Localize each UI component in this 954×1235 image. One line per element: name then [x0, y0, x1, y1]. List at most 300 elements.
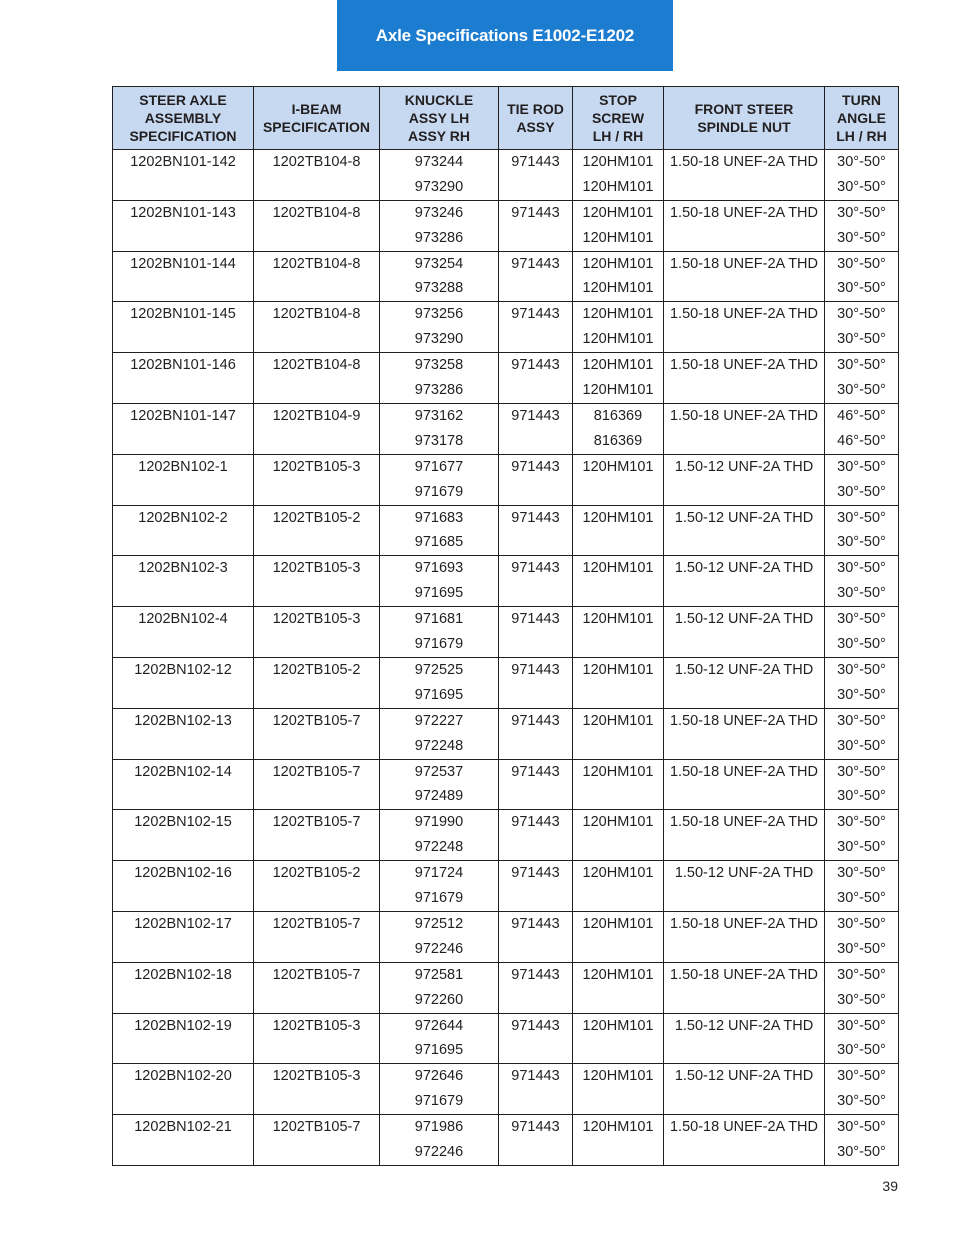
cell-knuckle — [380, 505, 499, 556]
header-line: ASSY RH — [408, 128, 470, 144]
cell-stop-screw — [573, 556, 664, 607]
cell-stop-screw-value: 120HM101 — [582, 229, 654, 246]
cell-knuckle-value: 971695 — [414, 585, 464, 602]
cell-assembly-value: 1202BN102-3 — [138, 560, 228, 577]
cell-ibeam — [254, 962, 380, 1013]
table-row — [113, 810, 899, 861]
cell-spindle-nut-value: 1.50-18 UNEF-2A THD — [669, 814, 818, 831]
cell-ibeam — [254, 1064, 380, 1115]
cell-stop-screw — [573, 962, 664, 1013]
cell-tie-rod — [499, 200, 573, 251]
cell-tie-rod-value: 971443 — [511, 255, 560, 272]
cell-turn-angle-value: 30°-50° — [837, 966, 886, 983]
cell-knuckle-value: 972525 — [414, 661, 464, 678]
cell-knuckle-value: 973290 — [414, 331, 464, 348]
cell-ibeam-value: 1202TB105-3 — [272, 560, 361, 577]
cell-stop-screw — [573, 251, 664, 302]
cell-tie-rod-value: 971443 — [511, 1017, 560, 1034]
cell-stop-screw-value: 120HM101 — [582, 915, 654, 932]
cell-tie-rod-value: 971443 — [511, 966, 560, 983]
cell-turn-angle-value: 30°-50° — [837, 585, 886, 602]
cell-turn-angle-value: 30°-50° — [837, 1119, 886, 1136]
header-line: STEER AXLE — [139, 92, 227, 108]
cell-stop-screw — [573, 1115, 664, 1166]
cell-stop-screw-value: 120HM101 — [582, 357, 654, 374]
table-row — [113, 302, 899, 353]
cell-tie-rod — [499, 454, 573, 505]
cell-knuckle-value: 973258 — [414, 357, 464, 374]
cell-turn-angle — [825, 657, 899, 708]
header-tie-rod — [499, 87, 573, 150]
cell-tie-rod — [499, 1064, 573, 1115]
cell-stop-screw — [573, 911, 664, 962]
cell-knuckle-value: 971677 — [414, 458, 464, 475]
cell-knuckle-value: 973288 — [414, 280, 464, 297]
cell-turn-angle-value: 46°-50° — [837, 407, 886, 424]
cell-tie-rod-value: 971443 — [511, 407, 560, 424]
cell-tie-rod — [499, 607, 573, 658]
cell-turn-angle-value: 46°-50° — [837, 432, 886, 449]
cell-spindle-nut-value: 1.50-12 UNF-2A THD — [674, 560, 814, 577]
cell-ibeam — [254, 911, 380, 962]
header-turn-angle — [825, 87, 899, 150]
cell-tie-rod-value: 971443 — [511, 1119, 560, 1136]
cell-knuckle-value: 972644 — [414, 1017, 464, 1034]
cell-tie-rod-value: 971443 — [511, 814, 560, 831]
cell-ibeam — [254, 708, 380, 759]
cell-assembly-value: 1202BN102-15 — [134, 814, 232, 831]
cell-assembly — [113, 556, 254, 607]
cell-knuckle-value: 972248 — [414, 839, 464, 856]
cell-tie-rod-value: 971443 — [511, 611, 560, 628]
cell-spindle-nut — [664, 251, 825, 302]
cell-assembly — [113, 607, 254, 658]
page-number: 39 — [882, 1178, 898, 1194]
cell-ibeam-value: 1202TB105-2 — [272, 661, 361, 678]
cell-stop-screw — [573, 759, 664, 810]
cell-turn-angle — [825, 1013, 899, 1064]
cell-assembly — [113, 708, 254, 759]
cell-knuckle — [380, 1013, 499, 1064]
cell-stop-screw-value: 120HM101 — [582, 178, 654, 195]
cell-assembly-value: 1202BN102-17 — [134, 915, 232, 932]
cell-ibeam — [254, 251, 380, 302]
table-row — [113, 1064, 899, 1115]
cell-turn-angle-value: 30°-50° — [837, 178, 886, 195]
cell-knuckle-value: 971986 — [414, 1119, 464, 1136]
cell-knuckle-value: 971685 — [414, 534, 464, 551]
cell-assembly — [113, 353, 254, 404]
cell-spindle-nut-value: 1.50-18 UNEF-2A THD — [669, 763, 818, 780]
cell-stop-screw — [573, 607, 664, 658]
cell-spindle-nut — [664, 962, 825, 1013]
header-line: TIE ROD — [507, 101, 564, 117]
cell-stop-screw — [573, 353, 664, 404]
cell-stop-screw — [573, 708, 664, 759]
cell-assembly — [113, 302, 254, 353]
table-row — [113, 353, 899, 404]
cell-assembly-value: 1202BN101-147 — [130, 407, 236, 424]
header-stop-screw — [573, 87, 664, 150]
cell-turn-angle-value: 30°-50° — [837, 611, 886, 628]
cell-tie-rod — [499, 556, 573, 607]
cell-turn-angle — [825, 505, 899, 556]
cell-ibeam-value: 1202TB105-3 — [272, 1068, 361, 1085]
cell-spindle-nut — [664, 454, 825, 505]
header-line: LH / RH — [836, 128, 887, 144]
cell-turn-angle-value: 30°-50° — [837, 534, 886, 551]
cell-knuckle-value: 972248 — [414, 737, 464, 754]
cell-turn-angle-value: 30°-50° — [837, 865, 886, 882]
cell-stop-screw — [573, 403, 664, 454]
cell-turn-angle — [825, 962, 899, 1013]
cell-ibeam — [254, 1115, 380, 1166]
cell-stop-screw-value: 120HM101 — [582, 204, 654, 221]
cell-turn-angle-value: 30°-50° — [837, 788, 886, 805]
cell-ibeam-value: 1202TB105-7 — [272, 915, 361, 932]
cell-turn-angle — [825, 1115, 899, 1166]
cell-assembly — [113, 810, 254, 861]
cell-knuckle-value: 972537 — [414, 763, 464, 780]
cell-turn-angle-value: 30°-50° — [837, 1042, 886, 1059]
cell-knuckle-value: 972227 — [414, 712, 464, 729]
cell-spindle-nut — [664, 810, 825, 861]
cell-tie-rod-value: 971443 — [511, 915, 560, 932]
cell-knuckle — [380, 657, 499, 708]
cell-turn-angle — [825, 759, 899, 810]
cell-assembly — [113, 911, 254, 962]
cell-ibeam-value: 1202TB104-9 — [272, 407, 361, 424]
cell-assembly — [113, 505, 254, 556]
cell-turn-angle-value: 30°-50° — [837, 814, 886, 831]
cell-tie-rod — [499, 505, 573, 556]
cell-ibeam — [254, 810, 380, 861]
cell-turn-angle-value: 30°-50° — [837, 661, 886, 678]
cell-knuckle — [380, 353, 499, 404]
header-line: SPECIFICATION — [129, 128, 237, 144]
cell-tie-rod — [499, 911, 573, 962]
cell-turn-angle — [825, 911, 899, 962]
cell-spindle-nut-value: 1.50-12 UNF-2A THD — [674, 661, 814, 678]
header-line: TURN — [842, 92, 881, 108]
cell-stop-screw — [573, 1013, 664, 1064]
cell-assembly — [113, 861, 254, 912]
cell-ibeam-value: 1202TB105-2 — [272, 509, 361, 526]
cell-knuckle — [380, 708, 499, 759]
cell-knuckle-value: 973256 — [414, 306, 464, 323]
cell-knuckle-value: 973286 — [414, 381, 464, 398]
cell-assembly — [113, 251, 254, 302]
table-row — [113, 251, 899, 302]
cell-turn-angle-value: 30°-50° — [837, 1068, 886, 1085]
cell-assembly-value: 1202BN101-142 — [130, 154, 236, 170]
cell-turn-angle-value: 30°-50° — [837, 712, 886, 729]
table-row — [113, 454, 899, 505]
cell-turn-angle-value: 30°-50° — [837, 255, 886, 272]
cell-ibeam — [254, 759, 380, 810]
cell-stop-screw-value: 120HM101 — [582, 1119, 654, 1136]
cell-assembly-value: 1202BN102-12 — [134, 661, 232, 678]
cell-turn-angle-value: 30°-50° — [837, 204, 886, 221]
cell-tie-rod — [499, 759, 573, 810]
cell-spindle-nut — [664, 353, 825, 404]
cell-knuckle — [380, 403, 499, 454]
cell-tie-rod — [499, 251, 573, 302]
cell-spindle-nut — [664, 302, 825, 353]
page-title — [337, 0, 673, 71]
cell-knuckle — [380, 150, 499, 201]
cell-ibeam — [254, 302, 380, 353]
cell-tie-rod-value: 971443 — [511, 306, 560, 323]
cell-turn-angle-value: 30°-50° — [837, 509, 886, 526]
header-line: KNUCKLE — [404, 92, 474, 108]
table-row — [113, 759, 899, 810]
cell-spindle-nut-value: 1.50-12 UNF-2A THD — [674, 458, 814, 475]
cell-assembly-value: 1202BN102-18 — [134, 966, 232, 983]
cell-assembly-value: 1202BN102-13 — [134, 712, 232, 729]
cell-stop-screw — [573, 810, 664, 861]
table-row — [113, 962, 899, 1013]
cell-ibeam-value: 1202TB105-2 — [272, 865, 361, 882]
cell-turn-angle-value: 30°-50° — [837, 1093, 886, 1110]
cell-assembly-value: 1202BN102-14 — [134, 763, 232, 780]
cell-turn-angle-value: 30°-50° — [837, 889, 886, 906]
cell-knuckle — [380, 200, 499, 251]
cell-stop-screw-value: 120HM101 — [582, 560, 654, 577]
cell-stop-screw-value: 120HM101 — [582, 458, 654, 475]
cell-tie-rod — [499, 150, 573, 201]
cell-spindle-nut — [664, 200, 825, 251]
cell-knuckle-value: 972246 — [414, 1143, 464, 1160]
cell-knuckle-value: 972581 — [414, 966, 464, 983]
cell-turn-angle-value: 30°-50° — [837, 229, 886, 246]
table-row — [113, 657, 899, 708]
cell-spindle-nut-value: 1.50-12 UNF-2A THD — [674, 611, 814, 628]
cell-tie-rod-value: 971443 — [511, 560, 560, 577]
cell-knuckle-value: 971679 — [414, 483, 464, 500]
cell-stop-screw-value: 120HM101 — [582, 331, 654, 348]
cell-tie-rod — [499, 302, 573, 353]
cell-assembly — [113, 962, 254, 1013]
cell-turn-angle-value: 30°-50° — [837, 991, 886, 1008]
cell-turn-angle — [825, 251, 899, 302]
cell-ibeam — [254, 403, 380, 454]
table-header-row — [113, 87, 899, 150]
cell-ibeam — [254, 150, 380, 201]
cell-turn-angle-value: 30°-50° — [837, 635, 886, 652]
cell-spindle-nut — [664, 150, 825, 201]
header-line: ASSEMBLY — [144, 110, 222, 126]
header-line: ANGLE — [837, 110, 886, 126]
cell-knuckle — [380, 1064, 499, 1115]
cell-knuckle — [380, 556, 499, 607]
cell-spindle-nut — [664, 657, 825, 708]
cell-stop-screw-value: 816369 — [593, 432, 643, 449]
cell-assembly — [113, 657, 254, 708]
cell-knuckle-value: 971679 — [414, 635, 464, 652]
cell-ibeam-value: 1202TB104-8 — [272, 357, 361, 374]
cell-spindle-nut-value: 1.50-18 UNEF-2A THD — [669, 306, 818, 323]
cell-knuckle — [380, 251, 499, 302]
cell-spindle-nut-value: 1.50-18 UNEF-2A THD — [669, 204, 818, 221]
cell-ibeam-value: 1202TB105-7 — [272, 712, 361, 729]
page-title-text: Axle Specifications E1002-E1202 — [375, 25, 635, 45]
cell-stop-screw-value: 120HM101 — [582, 509, 654, 526]
cell-tie-rod — [499, 708, 573, 759]
header-knuckle — [380, 87, 499, 150]
cell-ibeam — [254, 505, 380, 556]
cell-stop-screw — [573, 657, 664, 708]
cell-turn-angle — [825, 810, 899, 861]
cell-turn-angle-value: 30°-50° — [837, 737, 886, 754]
table-row — [113, 1115, 899, 1166]
cell-knuckle — [380, 302, 499, 353]
cell-knuckle-value: 972246 — [414, 940, 464, 957]
table-row — [113, 861, 899, 912]
table-row — [113, 1013, 899, 1064]
cell-knuckle-value: 973246 — [414, 204, 464, 221]
cell-assembly — [113, 454, 254, 505]
cell-spindle-nut-value: 1.50-18 UNEF-2A THD — [669, 915, 818, 932]
cell-tie-rod-value: 971443 — [511, 763, 560, 780]
cell-turn-angle — [825, 556, 899, 607]
cell-ibeam — [254, 200, 380, 251]
cell-ibeam — [254, 861, 380, 912]
cell-assembly-value: 1202BN102-21 — [134, 1119, 232, 1136]
header-line: LH / RH — [592, 128, 644, 144]
header-line: SCREW — [591, 110, 645, 126]
cell-tie-rod — [499, 1115, 573, 1166]
table-row — [113, 556, 899, 607]
table-row — [113, 403, 899, 454]
cell-knuckle — [380, 810, 499, 861]
table-body — [113, 150, 899, 1166]
header-line: FRONT STEER — [694, 101, 794, 117]
cell-turn-angle-value: 30°-50° — [837, 483, 886, 500]
cell-spindle-nut — [664, 505, 825, 556]
cell-knuckle — [380, 607, 499, 658]
cell-knuckle — [380, 911, 499, 962]
cell-assembly — [113, 403, 254, 454]
cell-assembly-value: 1202BN101-144 — [130, 255, 236, 272]
cell-tie-rod — [499, 353, 573, 404]
cell-spindle-nut-value: 1.50-18 UNEF-2A THD — [669, 966, 818, 983]
cell-knuckle-value: 973162 — [414, 407, 464, 424]
cell-tie-rod-value: 971443 — [511, 661, 560, 678]
cell-turn-angle — [825, 200, 899, 251]
cell-spindle-nut — [664, 607, 825, 658]
header-spindle-nut — [664, 87, 825, 150]
cell-stop-screw-value: 816369 — [593, 407, 643, 424]
cell-spindle-nut — [664, 1115, 825, 1166]
cell-tie-rod-value: 971443 — [511, 865, 560, 882]
cell-stop-screw — [573, 1064, 664, 1115]
cell-stop-screw-value: 120HM101 — [582, 966, 654, 983]
cell-stop-screw — [573, 200, 664, 251]
cell-tie-rod — [499, 1013, 573, 1064]
header-line: I-BEAM — [291, 101, 342, 117]
cell-stop-screw-value: 120HM101 — [582, 611, 654, 628]
cell-spindle-nut — [664, 556, 825, 607]
cell-ibeam-value: 1202TB104-8 — [272, 204, 361, 221]
cell-assembly-value: 1202BN102-20 — [134, 1068, 232, 1085]
cell-ibeam — [254, 353, 380, 404]
cell-ibeam-value: 1202TB105-7 — [272, 814, 361, 831]
cell-ibeam-value: 1202TB105-7 — [272, 763, 361, 780]
cell-spindle-nut — [664, 403, 825, 454]
cell-stop-screw — [573, 302, 664, 353]
cell-stop-screw-value: 120HM101 — [582, 255, 654, 272]
cell-knuckle-value: 971681 — [414, 611, 464, 628]
cell-tie-rod — [499, 810, 573, 861]
cell-stop-screw-value: 120HM101 — [582, 154, 654, 170]
cell-assembly-value: 1202BN102-19 — [134, 1017, 232, 1034]
cell-stop-screw-value: 120HM101 — [582, 661, 654, 678]
cell-spindle-nut-value: 1.50-18 UNEF-2A THD — [669, 154, 818, 170]
cell-spindle-nut-value: 1.50-12 UNF-2A THD — [674, 1068, 814, 1085]
cell-ibeam-value: 1202TB105-7 — [272, 966, 361, 983]
cell-turn-angle — [825, 708, 899, 759]
cell-turn-angle-value: 30°-50° — [837, 458, 886, 475]
cell-assembly — [113, 200, 254, 251]
cell-knuckle — [380, 1115, 499, 1166]
cell-ibeam — [254, 556, 380, 607]
cell-knuckle-value: 971683 — [414, 509, 464, 526]
cell-tie-rod-value: 971443 — [511, 458, 560, 475]
cell-assembly-value: 1202BN102-16 — [134, 865, 232, 882]
cell-ibeam-value: 1202TB105-3 — [272, 1017, 361, 1034]
cell-tie-rod — [499, 403, 573, 454]
header-line: SPINDLE NUT — [697, 119, 791, 135]
cell-knuckle-value: 973178 — [414, 432, 464, 449]
cell-spindle-nut — [664, 1064, 825, 1115]
cell-knuckle-value: 971679 — [414, 1093, 464, 1110]
cell-spindle-nut-value: 1.50-12 UNF-2A THD — [674, 1017, 814, 1034]
cell-spindle-nut-value: 1.50-18 UNEF-2A THD — [669, 712, 818, 729]
cell-spindle-nut-value: 1.50-18 UNEF-2A THD — [669, 255, 818, 272]
cell-knuckle-value: 971724 — [414, 865, 464, 882]
cell-assembly-value: 1202BN101-143 — [130, 204, 236, 221]
cell-tie-rod — [499, 861, 573, 912]
cell-ibeam — [254, 607, 380, 658]
header-ibeam — [254, 87, 380, 150]
cell-knuckle-value: 971693 — [414, 560, 464, 577]
table-row — [113, 911, 899, 962]
cell-knuckle-value: 972489 — [414, 788, 464, 805]
cell-turn-angle-value: 30°-50° — [837, 154, 886, 170]
cell-assembly — [113, 1115, 254, 1166]
cell-knuckle — [380, 962, 499, 1013]
cell-assembly-value: 1202BN102-1 — [138, 458, 228, 475]
cell-tie-rod-value: 971443 — [511, 204, 560, 221]
cell-stop-screw — [573, 454, 664, 505]
table-row — [113, 708, 899, 759]
cell-spindle-nut-value: 1.50-18 UNEF-2A THD — [669, 407, 818, 424]
table-row — [113, 200, 899, 251]
cell-tie-rod-value: 971443 — [511, 509, 560, 526]
cell-tie-rod-value: 971443 — [511, 712, 560, 729]
cell-stop-screw — [573, 861, 664, 912]
cell-ibeam — [254, 657, 380, 708]
cell-turn-angle-value: 30°-50° — [837, 686, 886, 703]
cell-stop-screw-value: 120HM101 — [582, 280, 654, 297]
cell-ibeam — [254, 1013, 380, 1064]
axle-spec-table — [112, 86, 899, 1166]
cell-assembly-value: 1202BN101-146 — [130, 357, 236, 374]
cell-spindle-nut — [664, 759, 825, 810]
cell-knuckle-value: 973244 — [414, 154, 464, 170]
cell-turn-angle-value: 30°-50° — [837, 331, 886, 348]
